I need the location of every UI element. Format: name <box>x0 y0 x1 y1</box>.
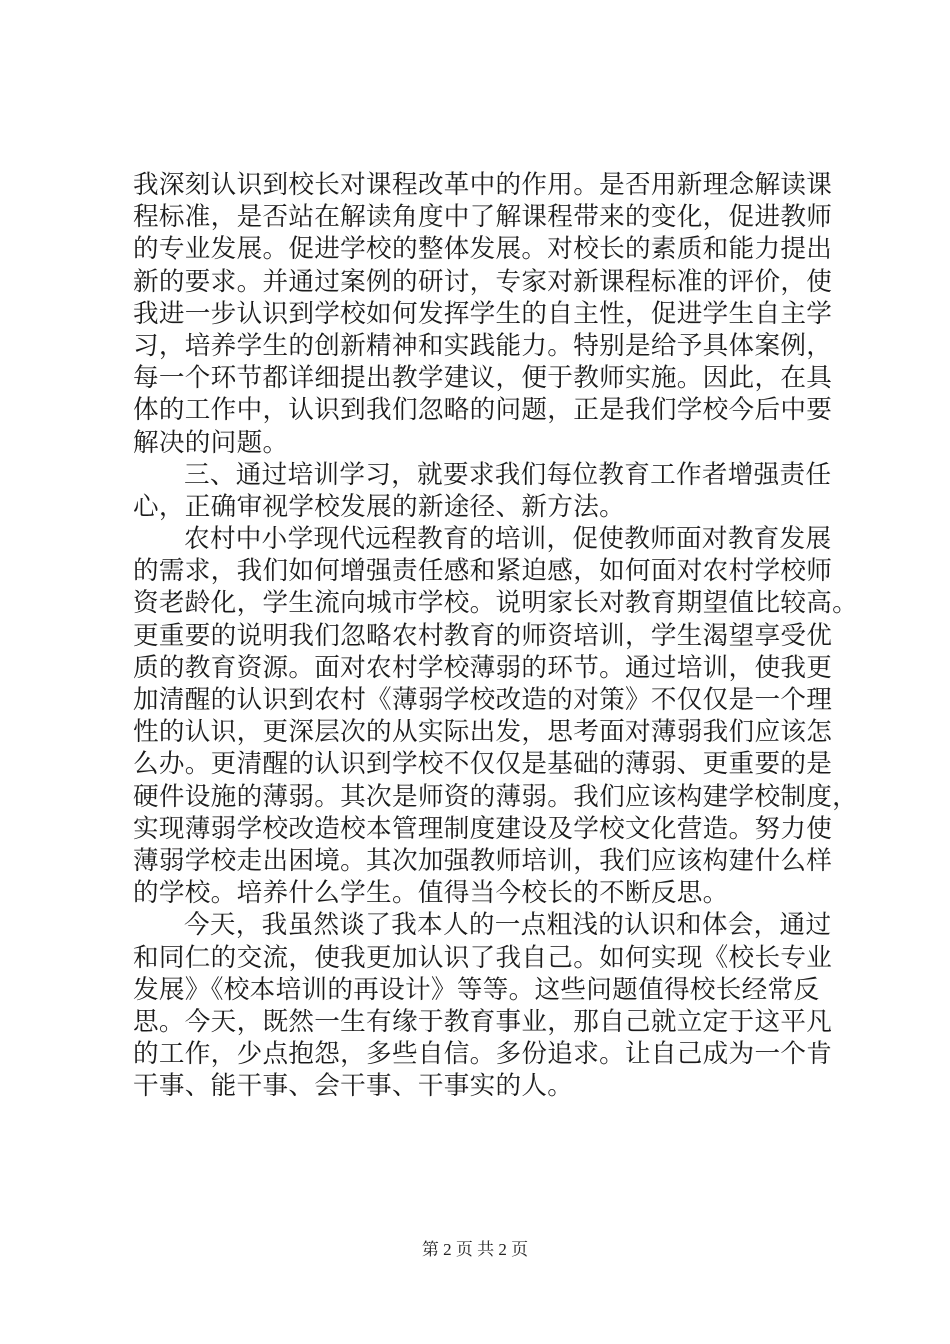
text-line: 每一个环节都详细提出教学建议，便于教师实施。因此，在具 <box>133 363 833 394</box>
text-line: 干事、能干事、会干事、干事实的人。 <box>133 1071 574 1102</box>
text-line: 硬件设施的薄弱。其次是师资的薄弱。我们应该构建学校制度， <box>133 781 859 812</box>
text-line: 新的要求。并通过案例的研讨，专家对新课程标准的评价，使 <box>133 266 833 297</box>
text-line: 资老龄化，学生流向城市学校。说明家长对教育期望值比较高。 <box>133 588 859 619</box>
text-line: 的学校。培养什么学生。值得当今校长的不断反思。 <box>133 878 729 909</box>
text-line: 心，正确审视学校发展的新途径、新方法。 <box>133 491 625 522</box>
text-line: 的需求，我们如何增强责任感和紧迫感，如何面对农村学校师 <box>133 556 833 587</box>
text-line: 加清醒的认识到农村《薄弱学校改造的对策》不仅仅是一个理 <box>133 685 833 715</box>
page-footer <box>0 1239 950 1261</box>
paragraph-start-line: 农村中小学现代远程教育的培训，促使教师面对教育发展 <box>184 524 832 555</box>
text-line: 的工作，少点抱怨，多些自信。多份追求。让自己成为一个肯 <box>133 1039 833 1070</box>
text-line: 薄弱学校走出困境。其次加强教师培训，我们应该构建什么样 <box>133 845 833 876</box>
text-line: 解决的问题。 <box>133 427 289 458</box>
text-line: 性的认识，更深层次的从实际出发，思考面对薄弱我们应该怎 <box>133 717 833 748</box>
text-line: 体的工作中，认识到我们忽略的问题，正是我们学校今后中要 <box>133 395 833 426</box>
paragraph-start-line: 三、通过培训学习，就要求我们每位教育工作者增强责任 <box>184 459 832 490</box>
body-text <box>133 169 859 1102</box>
text-line: 质的教育资源。面对农村学校薄弱的环节。通过培训，使我更 <box>133 652 833 683</box>
text-line: 的专业发展。促进学校的整体发展。对校长的素质和能力提出 <box>133 234 833 265</box>
text-line: 程标准，是否站在解读角度中了解课程带来的变化，促进教师 <box>133 202 833 233</box>
text-line: 思。今天，既然一生有缘于教育事业，那自己就立定于这平凡 <box>133 1006 833 1037</box>
text-line: 和同仁的交流，使我更加认识了我自己。如何实现《校长专业 <box>133 942 833 973</box>
text-line: 习，培养学生的创新精神和实践能力。特别是给予具体案例， <box>133 330 833 361</box>
text-line: 我深刻认识到校长对课程改革中的作用。是否用新理念解读课 <box>133 170 833 200</box>
text-line: 发展》《校本培训的再设计》等等。这些问题值得校长经常反 <box>133 974 820 1005</box>
page-number: 第 2 页 共 2 页 <box>421 1240 529 1259</box>
paragraph-start-line: 今天，我虽然谈了我本人的一点粗浅的认识和体会，通过 <box>184 910 832 941</box>
text-line: 我进一步认识到学校如何发挥学生的自主性，促进学生自主学 <box>133 298 833 329</box>
text-line: 么办。更清醒的认识到学校不仅仅是基础的薄弱、更重要的是 <box>133 749 833 780</box>
text-line: 更重要的说明我们忽略农村教育的师资培训，学生渴望享受优 <box>133 620 833 651</box>
text-line: 实现薄弱学校改造校本管理制度建设及学校文化营造。努力使 <box>133 813 833 844</box>
